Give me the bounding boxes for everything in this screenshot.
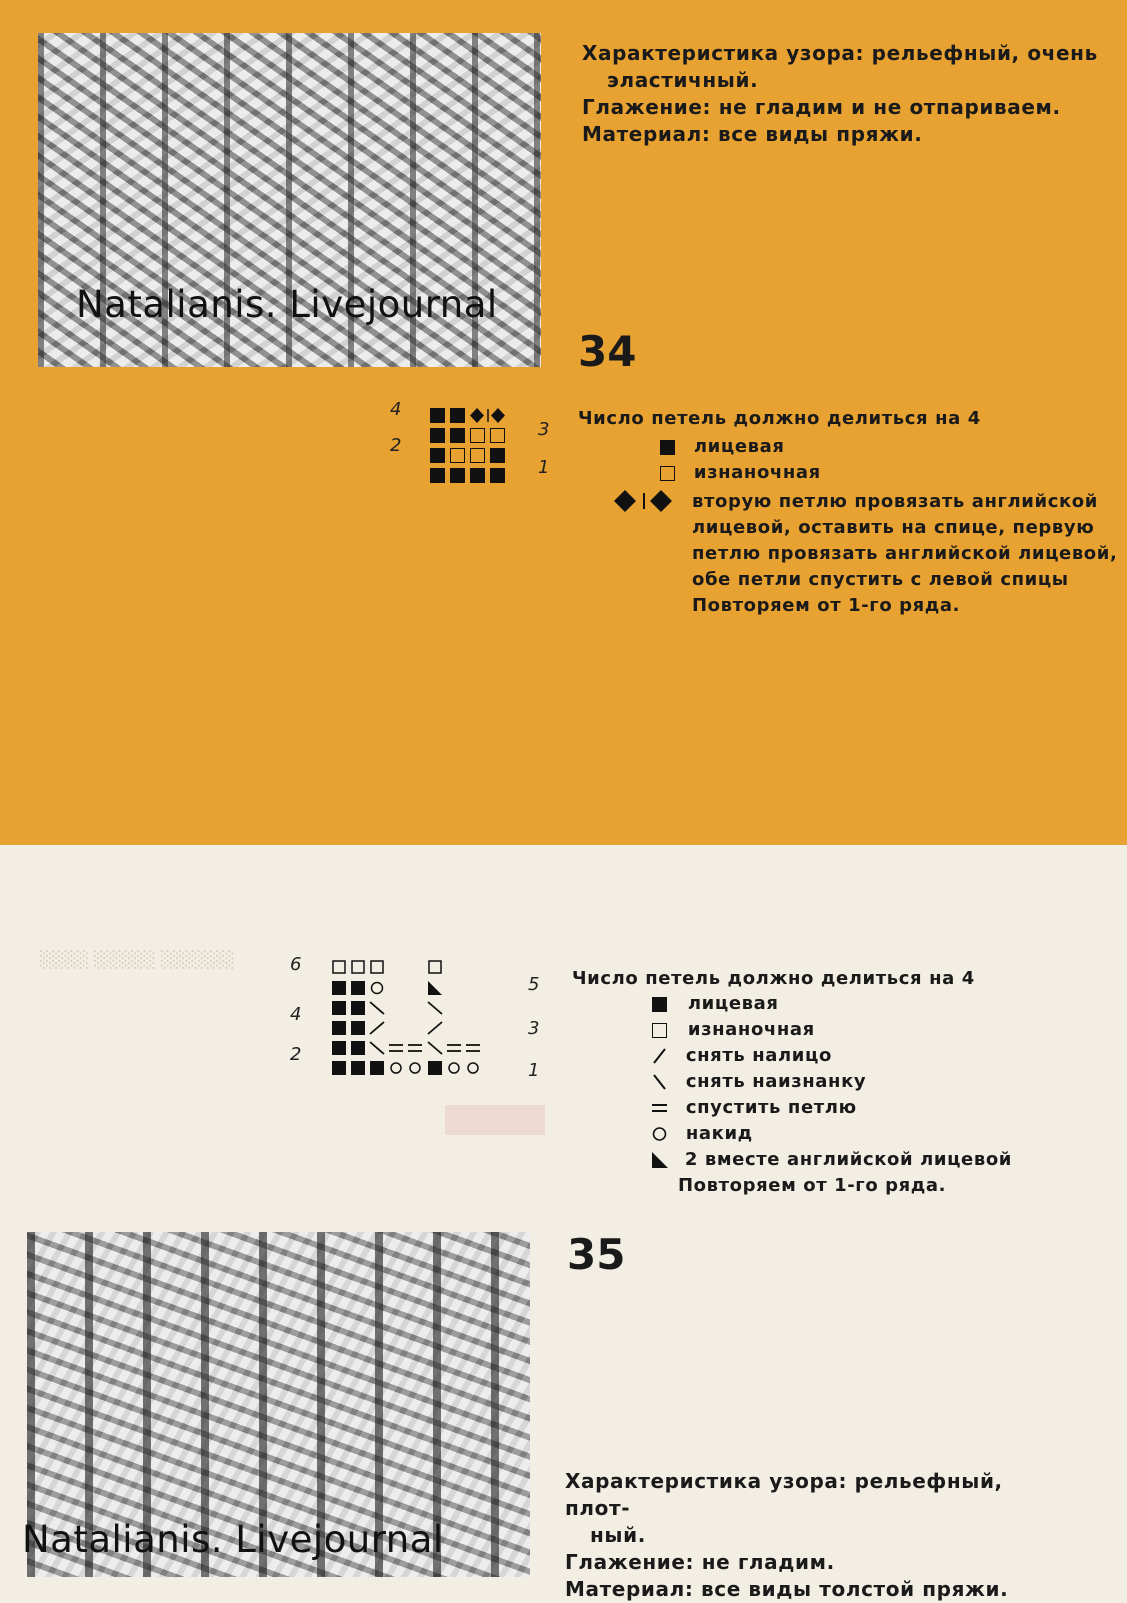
chart-row-number: 2 xyxy=(390,435,402,456)
knit-cell xyxy=(450,428,465,443)
characteristic-line-cont: ный. xyxy=(590,1523,646,1547)
chart-row-number: 3 xyxy=(528,1018,540,1039)
legend-knit xyxy=(652,993,779,1014)
legend-purl xyxy=(652,1019,815,1040)
forward-slash-icon xyxy=(652,1048,667,1064)
ironing-line: Глажение: не гладим и не отпариваем. xyxy=(582,95,1061,119)
filled-square-icon xyxy=(652,997,667,1012)
legend-purl-label: изнаночная xyxy=(693,462,821,483)
triangle-icon xyxy=(652,1152,668,1168)
legend-knit-label: лицевая xyxy=(693,436,785,457)
chart-row-number: 1 xyxy=(528,1060,540,1081)
legend-slip-purlwise-label: снять наизнанку xyxy=(685,1071,867,1092)
pattern-34-chart xyxy=(390,399,550,483)
cross-stitch-icon xyxy=(614,490,674,512)
legend-knit xyxy=(660,436,785,457)
legend-purl xyxy=(660,462,821,483)
legend-knit-label: лицевая xyxy=(687,993,779,1014)
pattern-number: 35 xyxy=(567,1230,626,1279)
legend-special-line: петлю провязать английской лицевой, xyxy=(692,543,1118,564)
legend-special xyxy=(692,489,1117,619)
material-line: Материал: все виды толстой пряжи. xyxy=(565,1577,1009,1601)
characteristic-line: Характеристика узора: рельефный, плот- xyxy=(565,1469,1003,1520)
empty-square-icon xyxy=(660,466,675,481)
purl-cell xyxy=(470,448,485,463)
circle-icon xyxy=(652,1126,667,1142)
legend-title: Число петель должно делиться на 4 xyxy=(578,408,981,429)
pattern-34-legend xyxy=(578,408,1118,616)
material-line: Материал: все виды пряжи. xyxy=(582,122,923,146)
filled-square-icon xyxy=(660,440,675,455)
legend-repeat: Повторяем от 1-го ряда. xyxy=(678,1175,947,1196)
knit-cell xyxy=(430,428,445,443)
pattern-35-description xyxy=(565,1468,1075,1603)
chart-row-number: 4 xyxy=(390,399,402,420)
characteristic-line: Характеристика узора: рельефный, очень xyxy=(582,41,1098,65)
legend-special-line: вторую петлю провязать английской xyxy=(692,491,1098,512)
pattern-34-description xyxy=(582,40,1102,148)
knit-cell xyxy=(490,448,505,463)
legend-drop-label: спустить петлю xyxy=(685,1097,857,1118)
pattern-35-chart xyxy=(290,954,550,1085)
empty-square-icon xyxy=(652,1023,667,1038)
knit-cell xyxy=(430,468,445,483)
legend-drop xyxy=(652,1097,857,1118)
chart-row-number: 4 xyxy=(290,1004,302,1025)
cross-stitch-icon xyxy=(470,408,506,423)
purl-cell xyxy=(450,448,465,463)
legend-slip-knitwise-label: снять налицо xyxy=(685,1045,832,1066)
legend-yarn-over-label: накид xyxy=(685,1123,753,1144)
chart-row-number: 5 xyxy=(528,974,540,995)
chart-row-number: 2 xyxy=(290,1044,302,1065)
knit-cell xyxy=(450,468,465,483)
chart-row-number: 3 xyxy=(538,419,550,440)
pattern-number: 34 xyxy=(578,327,637,376)
knit-cell xyxy=(450,408,465,423)
legend-slip-knitwise xyxy=(652,1045,832,1066)
pattern-35-chart-symbols xyxy=(332,960,492,1080)
legend-yarn-over xyxy=(652,1123,753,1144)
legend-title: Число петель должно делиться на 4 xyxy=(572,968,975,989)
legend-k2tog-label: 2 вместе английской лицевой xyxy=(684,1149,1012,1170)
legend-special-line: обе петли спустить с левой спицы xyxy=(692,569,1069,590)
bleed-through-text: ░░░░ ░░░░░ ░░░░░░ xyxy=(40,950,235,969)
legend-repeat: Повторяем от 1-го ряда. xyxy=(692,595,961,616)
knit-cell xyxy=(490,468,505,483)
purl-cell xyxy=(490,428,505,443)
chart-row-number: 1 xyxy=(538,457,550,478)
characteristic-line-cont: эластичный. xyxy=(607,68,759,92)
legend-purl-label: изнаночная xyxy=(687,1019,815,1040)
watermark: Natalianis. Livejournal xyxy=(76,283,498,326)
double-line-icon xyxy=(652,1100,667,1116)
bleed-through-band xyxy=(445,1105,545,1135)
legend-slip-purlwise xyxy=(652,1071,866,1092)
knit-cell xyxy=(430,408,445,423)
chart-row-number: 6 xyxy=(290,954,302,975)
knit-cell xyxy=(430,448,445,463)
ironing-line: Глажение: не гладим. xyxy=(565,1550,835,1574)
legend-k2tog xyxy=(652,1149,1012,1170)
legend-special-line: лицевой, оставить на спице, первую xyxy=(692,517,1095,538)
purl-cell xyxy=(470,428,485,443)
watermark: Natalianis. Livejournal xyxy=(22,1518,444,1561)
knit-cell xyxy=(470,468,485,483)
pattern-35-legend xyxy=(572,968,1012,1198)
back-slash-icon xyxy=(652,1074,667,1090)
